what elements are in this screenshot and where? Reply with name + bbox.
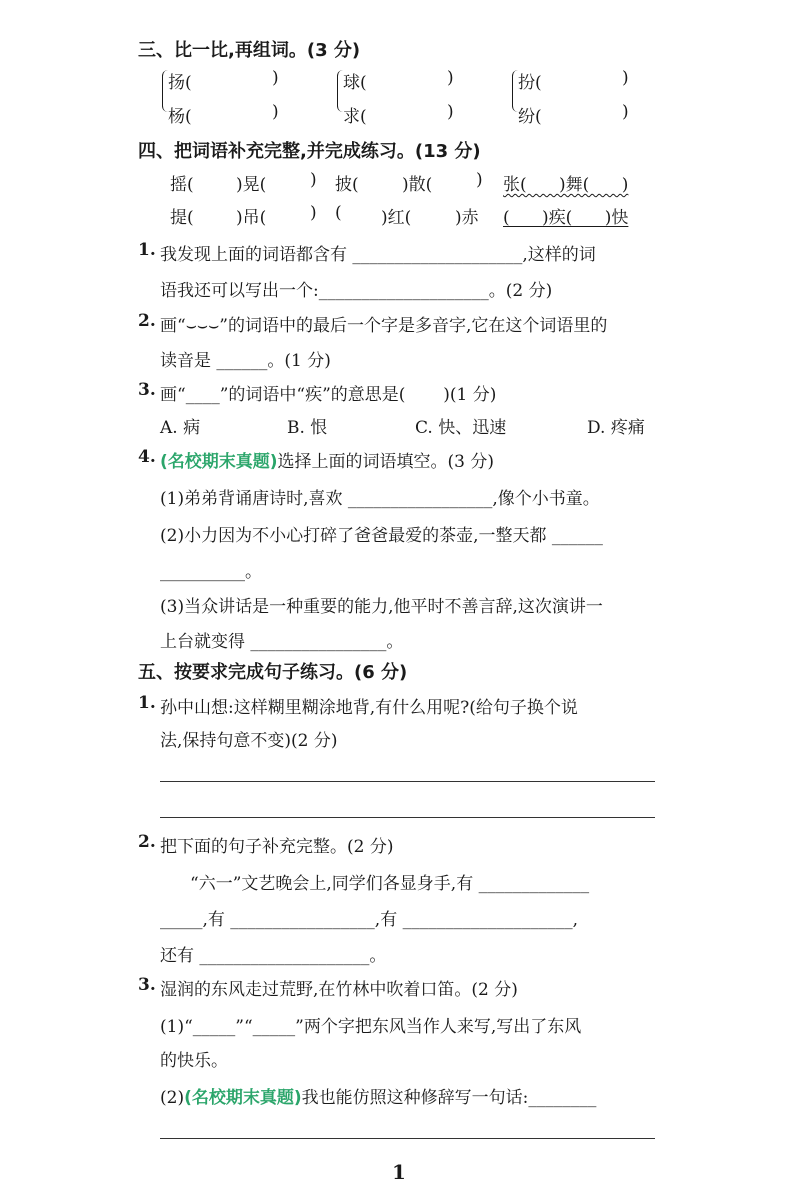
option-d: D. 疼痛 [587, 418, 645, 438]
phrase-pi: 披( [335, 175, 359, 195]
phrase-san: )散( [402, 175, 433, 195]
paren-close: ) [272, 68, 279, 88]
q5-2-line4: 还有 ____________________。 [160, 946, 387, 966]
q5-1-line2: 法,保持句意不变)(2 分) [160, 731, 338, 751]
q5-3-sub2-text: 我也能仿照这种修辞写一句话:________ [301, 1088, 597, 1108]
word-qiu2: 求( [343, 107, 367, 127]
q4-4-instruction: 选择上面的词语填空。(3 分) [277, 452, 495, 472]
phrase-diao: )吊( [236, 208, 267, 228]
section5-title: 五、按要求完成句子练习。(6 分) [138, 662, 408, 683]
q5-1-number: 1. [138, 693, 156, 713]
page-number: 1 [392, 1160, 406, 1184]
q4-1-line2: 语我还可以写出一个:____________________。(2 分) [160, 281, 553, 301]
section3-title: 三、比一比,再组词。(3 分) [138, 40, 361, 61]
q4-4-sub2-line2: __________。 [160, 562, 262, 582]
q4-4-line1 [160, 447, 494, 472]
q5-2-line3: _____,有 _________________,有 ____________________, [160, 910, 579, 930]
q4-1-line1: 我发现上面的词语都含有 ____________________,这样的词 [160, 245, 596, 265]
q5-1-line1: 孙中山想:这样糊里糊涂地背,有什么用呢?(给句子换个说 [160, 698, 578, 718]
q4-4-sub3-line1: (3)当众讲话是一种重要的能力,他平时不善言辞,这次演讲一 [160, 597, 603, 617]
paren-close: ) [622, 102, 629, 122]
word-yang2: 杨( [168, 107, 192, 127]
q5-3-sub2-prefix: (2) [160, 1088, 185, 1108]
q5-3-line1: 湿润的东风走过荒野,在竹林中吹着口笛。(2 分) [160, 980, 518, 1000]
phrase-yao: 摇( [170, 175, 194, 195]
paren-close: ) [447, 68, 454, 88]
word-qiu1: 球( [343, 73, 367, 93]
q5-2-line2: “六一”文艺晚会上,同学们各显身手,有 _____________ [190, 874, 590, 894]
paren-close: ) [447, 102, 454, 122]
q4-2-line1: 画“⌣⌣⌣”的词语中的最后一个字是多音字,它在这个词语里的 [160, 316, 608, 336]
paren-close: ) [272, 102, 279, 122]
paren-close: ) [622, 68, 629, 88]
q4-4-sub3-line2: 上台就变得 ________________。 [160, 632, 404, 652]
phrase-ti: 提( [170, 208, 194, 228]
option-c: C. 快、迅速 [415, 418, 507, 438]
exam-source-tag: (名校期末真题) [184, 1088, 302, 1108]
q5-3-sub1-line1: (1)“_____”“_____”两个字把东风当作人来写,写出了东风 [160, 1017, 582, 1037]
q4-3-number: 3. [138, 380, 156, 400]
exam-source-tag: (名校期末真题) [160, 452, 278, 472]
q4-3-line1: 画“____”的词语中“疾”的意思是( )(1 分) [160, 385, 497, 405]
q4-4-sub1: (1)弟弟背诵唐诗时,喜欢 _________________,像个小书童。 [160, 489, 600, 509]
phrase-ji-kuai-underlined: ( )疾( )快 [503, 208, 629, 228]
q5-3-sub1-line2: 的快乐。 [160, 1051, 228, 1071]
answer-line[interactable] [160, 1138, 655, 1139]
phrase-huang: )晃( [236, 175, 267, 195]
q4-2-line2: 读音是 ______。(1 分) [160, 351, 331, 371]
option-a: A. 病 [160, 418, 201, 438]
paren-close: ) [310, 203, 317, 223]
q4-2-number: 2. [138, 311, 156, 331]
q5-2-number: 2. [138, 832, 156, 852]
paren-close: ) [310, 170, 317, 190]
q5-2-line1: 把下面的句子补充完整。(2 分) [160, 837, 394, 857]
q5-3-number: 3. [138, 975, 156, 995]
phrase-zhang-wu-wavy: 张( )舞( ) [503, 175, 629, 195]
paren-open: ( [335, 203, 342, 223]
q5-3-sub2-line1 [160, 1083, 596, 1108]
option-b: B. 恨 [287, 418, 328, 438]
paren-close: ) [476, 170, 483, 190]
q4-4-sub2-line1: (2)小力因为不小心打碎了爸爸最爱的茶壶,一整天都 ______ [160, 526, 603, 546]
word-fen: 纷( [518, 107, 542, 127]
word-ban: 扮( [518, 73, 542, 93]
phrase-chi: )赤 [455, 208, 479, 228]
phrase-hong: )红( [381, 208, 412, 228]
q4-4-number: 4. [138, 447, 156, 467]
section4-title: 四、把词语补充完整,并完成练习。(13 分) [138, 141, 481, 162]
answer-line[interactable] [160, 817, 655, 818]
q4-1-number: 1. [138, 240, 156, 260]
word-yang1: 扬( [168, 73, 192, 93]
answer-line[interactable] [160, 781, 655, 782]
